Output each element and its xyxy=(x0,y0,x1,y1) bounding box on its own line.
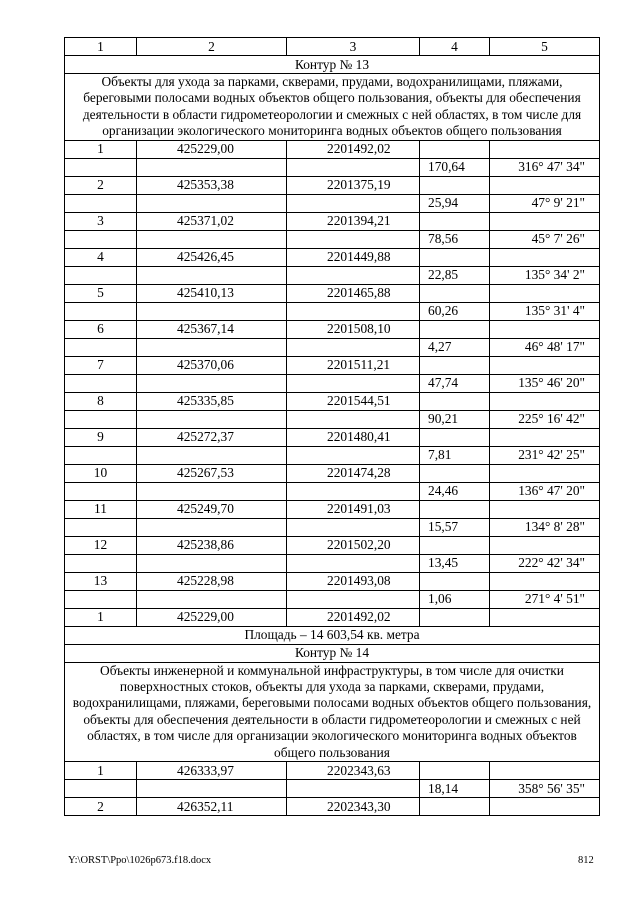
point-row xyxy=(65,248,600,266)
segment-row xyxy=(65,410,600,428)
contour-14-purpose-row xyxy=(65,662,600,761)
angle-empty xyxy=(490,798,600,816)
coord-y-empty xyxy=(287,518,420,536)
segment-row xyxy=(65,194,600,212)
segment-distance: 13,45 xyxy=(420,554,490,572)
coord-y: 2201465,88 xyxy=(287,284,420,302)
angle-empty xyxy=(490,572,600,590)
coord-y-empty xyxy=(287,158,420,176)
coord-y-empty xyxy=(287,374,420,392)
segment-distance: 90,21 xyxy=(420,410,490,428)
segment-angle: 135° 31' 4" xyxy=(490,302,600,320)
coord-x: 425335,85 xyxy=(137,392,287,410)
angle-empty xyxy=(490,536,600,554)
point-number: 10 xyxy=(65,464,137,482)
point-row xyxy=(65,140,600,158)
point-row xyxy=(65,176,600,194)
coord-y-empty xyxy=(287,590,420,608)
point-row xyxy=(65,572,600,590)
segment-distance: 1,06 xyxy=(420,590,490,608)
distance-empty xyxy=(420,762,490,780)
segment-row xyxy=(65,302,600,320)
coord-y-empty xyxy=(287,482,420,500)
segment-row xyxy=(65,482,600,500)
angle-empty xyxy=(490,176,600,194)
segment-row xyxy=(65,230,600,248)
point-number: 6 xyxy=(65,320,137,338)
point-number: 1 xyxy=(65,762,137,780)
coord-x-empty xyxy=(137,194,287,212)
table-body xyxy=(65,38,600,816)
segment-row xyxy=(65,446,600,464)
distance-empty xyxy=(420,536,490,554)
coord-x: 425238,86 xyxy=(137,536,287,554)
contour-14-title-row xyxy=(65,644,600,662)
segment-distance: 78,56 xyxy=(420,230,490,248)
distance-empty xyxy=(420,392,490,410)
point-number: 3 xyxy=(65,212,137,230)
point-number: 9 xyxy=(65,428,137,446)
segment-row xyxy=(65,158,600,176)
footer-file-path: Y:\ORST\Ppo\1026p673.f18.docx xyxy=(68,855,212,866)
contour-14-title: Контур № 14 xyxy=(65,644,600,662)
coord-y: 2201491,03 xyxy=(287,500,420,518)
coord-x: 425249,70 xyxy=(137,500,287,518)
point-row xyxy=(65,500,600,518)
contour-13-title-row xyxy=(65,56,600,74)
point-number-empty xyxy=(65,446,137,464)
coord-x: 425267,53 xyxy=(137,464,287,482)
angle-empty xyxy=(490,464,600,482)
distance-empty xyxy=(420,608,490,626)
distance-empty xyxy=(420,798,490,816)
segment-angle: 271° 4' 51" xyxy=(490,590,600,608)
column-numbers-row xyxy=(65,38,600,56)
distance-empty xyxy=(420,248,490,266)
coord-x-empty xyxy=(137,446,287,464)
segment-distance: 25,94 xyxy=(420,194,490,212)
point-number: 4 xyxy=(65,248,137,266)
segment-row xyxy=(65,590,600,608)
coord-y: 2201544,51 xyxy=(287,392,420,410)
coord-y-empty xyxy=(287,230,420,248)
segment-angle: 135° 34' 2" xyxy=(490,266,600,284)
coord-x: 425228,98 xyxy=(137,572,287,590)
segment-distance: 15,57 xyxy=(420,518,490,536)
point-number-empty xyxy=(65,338,137,356)
coord-y: 2201492,02 xyxy=(287,140,420,158)
point-number-empty xyxy=(65,374,137,392)
coord-y: 2201502,20 xyxy=(287,536,420,554)
coord-x-empty xyxy=(137,374,287,392)
segment-angle: 134° 8' 28" xyxy=(490,518,600,536)
coord-y: 2201474,28 xyxy=(287,464,420,482)
coord-x-empty xyxy=(137,590,287,608)
angle-empty xyxy=(490,500,600,518)
distance-empty xyxy=(420,320,490,338)
contour-13-purpose: Объекты для ухода за парками, скверами, прудами, водохранилищами, пляжами, береговыми полосами водных объектов общего пользования, объекты для обеспечения деятельности в области гидрометеорологии и смежных с ней областях, в том числе для организации экологического мониторинга водных объектов общего пользования xyxy=(65,74,600,141)
distance-empty xyxy=(420,140,490,158)
coord-y: 2201508,10 xyxy=(287,320,420,338)
coord-x-empty xyxy=(137,158,287,176)
coord-y-empty xyxy=(287,554,420,572)
coord-x-empty xyxy=(137,302,287,320)
coord-y: 2202343,30 xyxy=(287,798,420,816)
coord-y-empty xyxy=(287,194,420,212)
coord-y: 2201375,19 xyxy=(287,176,420,194)
distance-empty xyxy=(420,284,490,302)
coord-y: 2201492,02 xyxy=(287,608,420,626)
point-number: 2 xyxy=(65,176,137,194)
contour-13-title: Контур № 13 xyxy=(65,56,600,74)
point-number: 12 xyxy=(65,536,137,554)
segment-distance: 4,27 xyxy=(420,338,490,356)
segment-distance: 60,26 xyxy=(420,302,490,320)
coord-x-empty xyxy=(137,554,287,572)
point-number-empty xyxy=(65,158,137,176)
segment-angle: 222° 42' 34" xyxy=(490,554,600,572)
point-number: 5 xyxy=(65,284,137,302)
segment-angle: 45° 7' 26" xyxy=(490,230,600,248)
coord-x: 425272,37 xyxy=(137,428,287,446)
coord-x: 426333,97 xyxy=(137,762,287,780)
coord-x: 426352,11 xyxy=(137,798,287,816)
contour-14-purpose: Объекты инженерной и коммунальной инфраструктуры, в том числе для очистки поверхностных стоков, объекты для ухода за парками, скверами, прудами, водохранилищами, пляжами, береговыми полосами водных объектов общего пользования, объекты для обеспечения деятельности в области гидрометеорологии и смежных с ней областях, в том числе для организации экологического мониторинга водных объектов общего пользования xyxy=(65,662,600,761)
point-row xyxy=(65,212,600,230)
segment-angle: 225° 16' 42" xyxy=(490,410,600,428)
point-row xyxy=(65,608,600,626)
segment-row xyxy=(65,780,600,798)
segment-row xyxy=(65,554,600,572)
distance-empty xyxy=(420,212,490,230)
coord-y-empty xyxy=(287,446,420,464)
column-number: 5 xyxy=(490,38,600,56)
angle-empty xyxy=(490,356,600,374)
segment-angle: 231° 42' 25" xyxy=(490,446,600,464)
angle-empty xyxy=(490,140,600,158)
point-number-empty xyxy=(65,302,137,320)
point-row xyxy=(65,320,600,338)
coord-y: 2201394,21 xyxy=(287,212,420,230)
coord-y-empty xyxy=(287,266,420,284)
segment-distance: 22,85 xyxy=(420,266,490,284)
coord-y: 2201480,41 xyxy=(287,428,420,446)
point-row xyxy=(65,284,600,302)
point-number: 13 xyxy=(65,572,137,590)
column-number: 3 xyxy=(287,38,420,56)
distance-empty xyxy=(420,500,490,518)
point-number: 1 xyxy=(65,608,137,626)
point-number-empty xyxy=(65,266,137,284)
coord-x-empty xyxy=(137,230,287,248)
point-number: 7 xyxy=(65,356,137,374)
segment-distance: 24,46 xyxy=(420,482,490,500)
segment-angle: 135° 46' 20" xyxy=(490,374,600,392)
angle-empty xyxy=(490,248,600,266)
point-number-empty xyxy=(65,518,137,536)
point-number: 2 xyxy=(65,798,137,816)
angle-empty xyxy=(490,212,600,230)
contour-13-purpose-row xyxy=(65,74,600,141)
point-row xyxy=(65,428,600,446)
contour-13-area-row xyxy=(65,626,600,644)
coord-y: 2202343,63 xyxy=(287,762,420,780)
segment-distance: 7,81 xyxy=(420,446,490,464)
angle-empty xyxy=(490,320,600,338)
point-row xyxy=(65,356,600,374)
point-number: 1 xyxy=(65,140,137,158)
segment-angle: 136° 47' 20" xyxy=(490,482,600,500)
segment-angle: 316° 47' 34" xyxy=(490,158,600,176)
footer-page-number: 812 xyxy=(578,855,594,866)
point-row xyxy=(65,536,600,554)
coord-y-empty xyxy=(287,302,420,320)
point-row xyxy=(65,798,600,816)
point-number-empty xyxy=(65,554,137,572)
coord-y-empty xyxy=(287,780,420,798)
segment-distance: 47,74 xyxy=(420,374,490,392)
point-number-empty xyxy=(65,590,137,608)
point-number-empty xyxy=(65,482,137,500)
segment-row xyxy=(65,374,600,392)
distance-empty xyxy=(420,356,490,374)
coordinates-table xyxy=(64,37,600,816)
point-number-empty xyxy=(65,410,137,428)
coord-x: 425371,02 xyxy=(137,212,287,230)
segment-distance: 18,14 xyxy=(420,780,490,798)
coord-x-empty xyxy=(137,518,287,536)
point-number-empty xyxy=(65,194,137,212)
coord-y-empty xyxy=(287,410,420,428)
angle-empty xyxy=(490,762,600,780)
coord-x: 425367,14 xyxy=(137,320,287,338)
angle-empty xyxy=(490,392,600,410)
coord-x-empty xyxy=(137,482,287,500)
point-number: 8 xyxy=(65,392,137,410)
angle-empty xyxy=(490,608,600,626)
coord-x: 425229,00 xyxy=(137,608,287,626)
coord-y: 2201511,21 xyxy=(287,356,420,374)
angle-empty xyxy=(490,284,600,302)
segment-distance: 170,64 xyxy=(420,158,490,176)
segment-row xyxy=(65,266,600,284)
distance-empty xyxy=(420,176,490,194)
coord-x-empty xyxy=(137,338,287,356)
distance-empty xyxy=(420,428,490,446)
segment-row xyxy=(65,518,600,536)
angle-empty xyxy=(490,428,600,446)
point-number-empty xyxy=(65,780,137,798)
coord-x: 425370,06 xyxy=(137,356,287,374)
coord-y-empty xyxy=(287,338,420,356)
contour-13-area: Площадь – 14 603,54 кв. метра xyxy=(65,626,600,644)
coord-x: 425229,00 xyxy=(137,140,287,158)
coord-x: 425426,45 xyxy=(137,248,287,266)
coord-x: 425353,38 xyxy=(137,176,287,194)
column-number: 1 xyxy=(65,38,137,56)
coord-x-empty xyxy=(137,266,287,284)
segment-row xyxy=(65,338,600,356)
point-row xyxy=(65,392,600,410)
segment-angle: 46° 48' 17" xyxy=(490,338,600,356)
point-number-empty xyxy=(65,230,137,248)
distance-empty xyxy=(420,464,490,482)
column-number: 2 xyxy=(137,38,287,56)
point-row xyxy=(65,762,600,780)
segment-angle: 47° 9' 21" xyxy=(490,194,600,212)
coord-x-empty xyxy=(137,780,287,798)
coord-y: 2201449,88 xyxy=(287,248,420,266)
segment-angle: 358° 56' 35" xyxy=(490,780,600,798)
coord-x: 425410,13 xyxy=(137,284,287,302)
point-row xyxy=(65,464,600,482)
column-number: 4 xyxy=(420,38,490,56)
distance-empty xyxy=(420,572,490,590)
coord-y: 2201493,08 xyxy=(287,572,420,590)
point-number: 11 xyxy=(65,500,137,518)
coord-x-empty xyxy=(137,410,287,428)
